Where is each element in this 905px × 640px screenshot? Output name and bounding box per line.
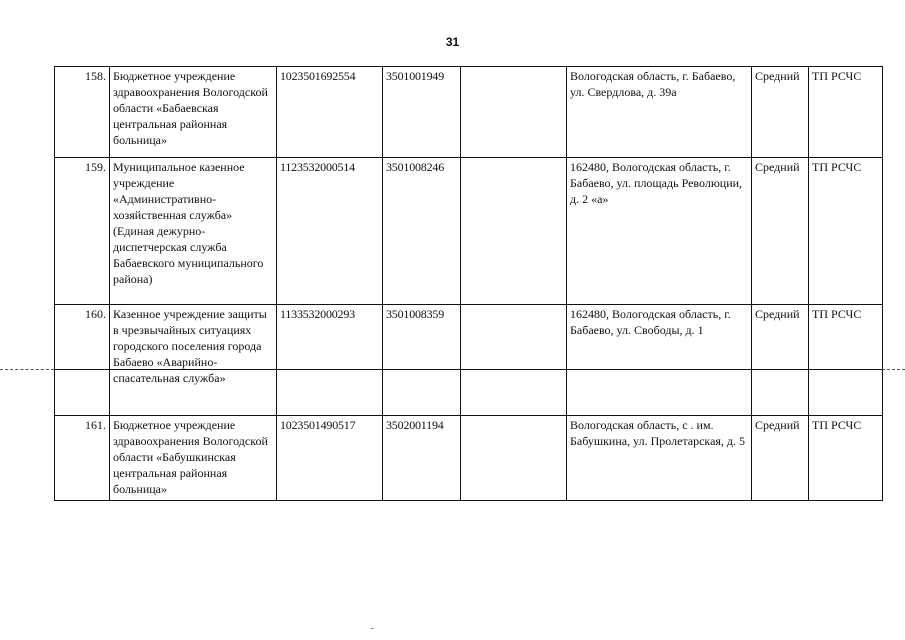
organization-name: Казенное учреждение защиты в чрезвычайных ситуациях городского поселения города Бабаево «Аварийно-спасательная служба» (110, 305, 277, 416)
table-row (55, 158, 883, 305)
system: ТП РСЧС (809, 416, 883, 501)
ogrn-code: 1133532000293 (277, 305, 383, 416)
organization-name: Муниципальное казенное учреждение «Административно-хозяйственная служба» (Единая дежурно-диспетчерская служба Бабаевского муниципального района) (110, 158, 277, 305)
level: Средний (752, 158, 809, 305)
organization-name: Бюджетное учреждение здравоохранения Вологодской области «Бабаевская центральная районная больница» (110, 67, 277, 158)
empty-cell (461, 305, 567, 416)
level: Средний (752, 67, 809, 158)
scan-speck (371, 628, 374, 629)
row-number: 161. (55, 416, 110, 501)
inn-code: 3501008359 (383, 305, 461, 416)
row-number: 158. (55, 67, 110, 158)
ogrn-code: 1123532000514 (277, 158, 383, 305)
table-row (55, 67, 883, 158)
address: Вологодская область, г. Бабаево, ул. Свердлова, д. 39а (567, 67, 752, 158)
system: ТП РСЧС (809, 67, 883, 158)
empty-cell (461, 158, 567, 305)
page-fold-line (0, 369, 54, 370)
inn-code: 3502001194 (383, 416, 461, 501)
organizations-table (54, 66, 883, 501)
address: 162480, Вологодская область, г. Бабаево, ул. площадь Революции, д. 2 «а» (567, 158, 752, 305)
page-fold-line (54, 369, 882, 370)
inn-code: 3501001949 (383, 67, 461, 158)
empty-cell (461, 67, 567, 158)
table-row (55, 416, 883, 501)
inn-code: 3501008246 (383, 158, 461, 305)
level: Средний (752, 416, 809, 501)
address: Вологодская область, с . им. Бабушкина, ул. Пролетарская, д. 5 (567, 416, 752, 501)
system: ТП РСЧС (809, 158, 883, 305)
page-number: 31 (445, 35, 460, 49)
ogrn-code: 1023501490517 (277, 416, 383, 501)
row-number: 159. (55, 158, 110, 305)
table-row (55, 305, 883, 416)
empty-cell (461, 416, 567, 501)
address: 162480, Вологодская область, г. Бабаево, ул. Свободы, д. 1 (567, 305, 752, 416)
organization-name: Бюджетное учреждение здравоохранения Вологодской области «Бабушкинская центральная районная больница» (110, 416, 277, 501)
ogrn-code: 1023501692554 (277, 67, 383, 158)
level: Средний (752, 305, 809, 416)
system: ТП РСЧС (809, 305, 883, 416)
page-fold-line (882, 369, 905, 370)
row-number: 160. (55, 305, 110, 416)
